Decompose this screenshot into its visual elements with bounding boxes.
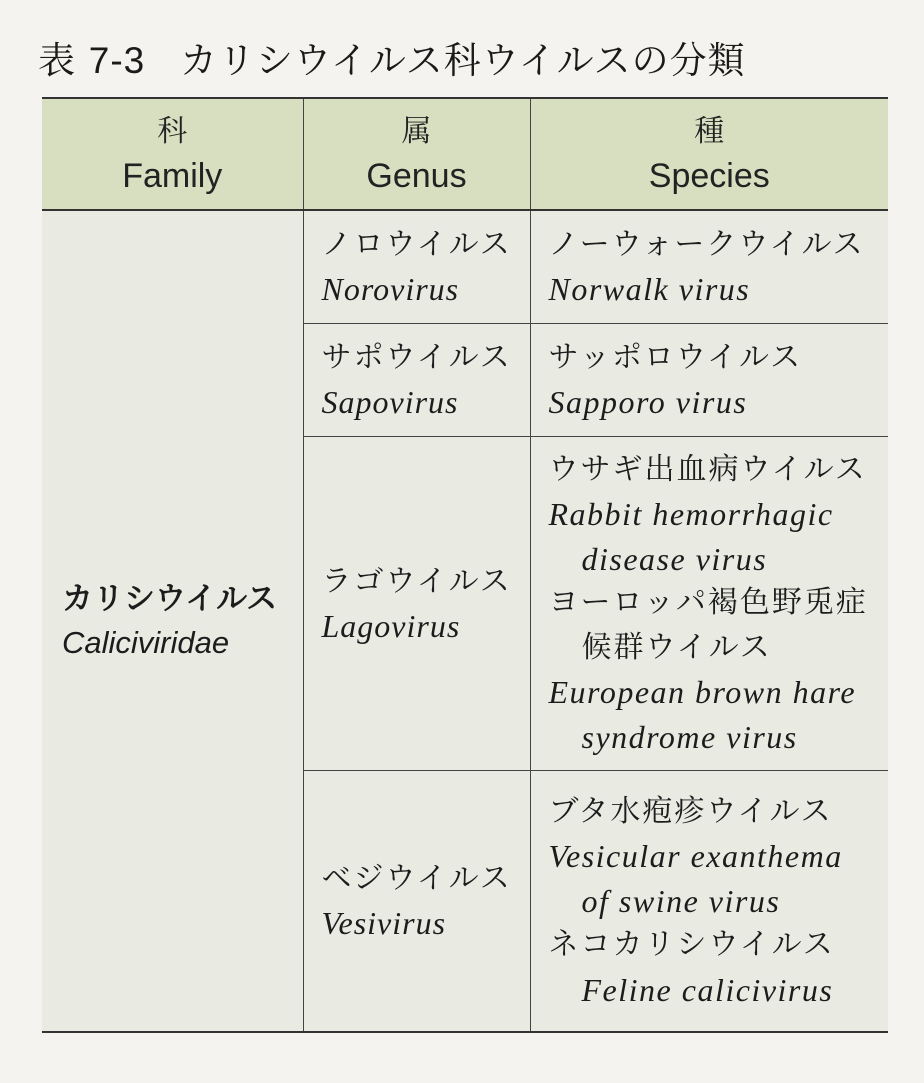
- header-genus-jp: 属: [401, 114, 432, 149]
- header-genus: [303, 98, 530, 210]
- species-en: Norwalk virus: [548, 271, 751, 307]
- genus-cell-sapovirus: [303, 324, 530, 437]
- species-en-continued: of swine virus: [581, 882, 781, 919]
- caption-prefix: 表: [38, 39, 76, 82]
- genus-jp: ラゴウイルス: [321, 563, 512, 599]
- genus-en: Vesivirus: [321, 905, 447, 941]
- genus-en: Norovirus: [321, 271, 460, 307]
- species-cell-vesivirus: [530, 771, 888, 1033]
- species-en: European brown hare: [548, 674, 857, 711]
- header-row: [42, 98, 888, 210]
- species-jp: ネコカリシウイルス: [548, 927, 835, 963]
- table-caption: [38, 30, 746, 84]
- species-en: Vesicular exanthema: [548, 838, 843, 875]
- genus-en: Lagovirus: [321, 607, 461, 644]
- genus-jp: サポウイルス: [321, 340, 512, 375]
- header-family-en: Family: [122, 157, 223, 195]
- caption-number: 7-3: [88, 40, 146, 81]
- genus-cell-norovirus: [303, 210, 530, 324]
- species-jp: サッポロウイルス: [548, 339, 803, 375]
- header-family: [42, 98, 303, 210]
- species-cell-lagovirus: [530, 437, 888, 771]
- header-species-en: Species: [648, 157, 770, 195]
- species-jp-continued: 候群ウイルス: [581, 629, 772, 665]
- species-en: Rabbit hemorrhagic: [548, 496, 834, 533]
- species-en-continued: syndrome virus: [581, 718, 798, 755]
- caption-text: カリシウイルス科ウイルスの分類: [180, 39, 746, 82]
- family-name-en: Caliciviridae: [62, 625, 230, 660]
- header-species-jp: 種: [694, 114, 725, 149]
- species-en: Feline calicivirus: [581, 971, 834, 1008]
- genus-en: Sapovirus: [321, 384, 459, 420]
- header-family-jp: 科: [157, 114, 188, 149]
- genus-jp: ノロウイルス: [321, 227, 512, 262]
- species-jp: ブタ水疱疹ウイルス: [548, 793, 833, 829]
- header-genus-en: Genus: [366, 157, 467, 195]
- species-cell-sapovirus: [530, 324, 888, 437]
- species-en: Sapporo virus: [548, 384, 748, 420]
- species-en-continued: disease virus: [581, 540, 768, 577]
- genus-cell-lagovirus: [303, 437, 530, 771]
- species-jp: ノーウォークウイルス: [548, 226, 865, 262]
- family-cell: [42, 210, 303, 1032]
- table-row: [42, 210, 888, 324]
- genus-jp: ベジウイルス: [321, 861, 512, 896]
- species-cell-norovirus: [530, 210, 888, 324]
- species-jp: ヨーロッパ褐色野兎症: [548, 585, 868, 621]
- classification-table: [42, 97, 888, 1033]
- family-name-jp: カリシウイルス: [62, 581, 278, 617]
- genus-cell-vesivirus: [303, 771, 530, 1033]
- species-jp: ウサギ出血病ウイルス: [548, 451, 867, 487]
- header-species: [530, 98, 888, 210]
